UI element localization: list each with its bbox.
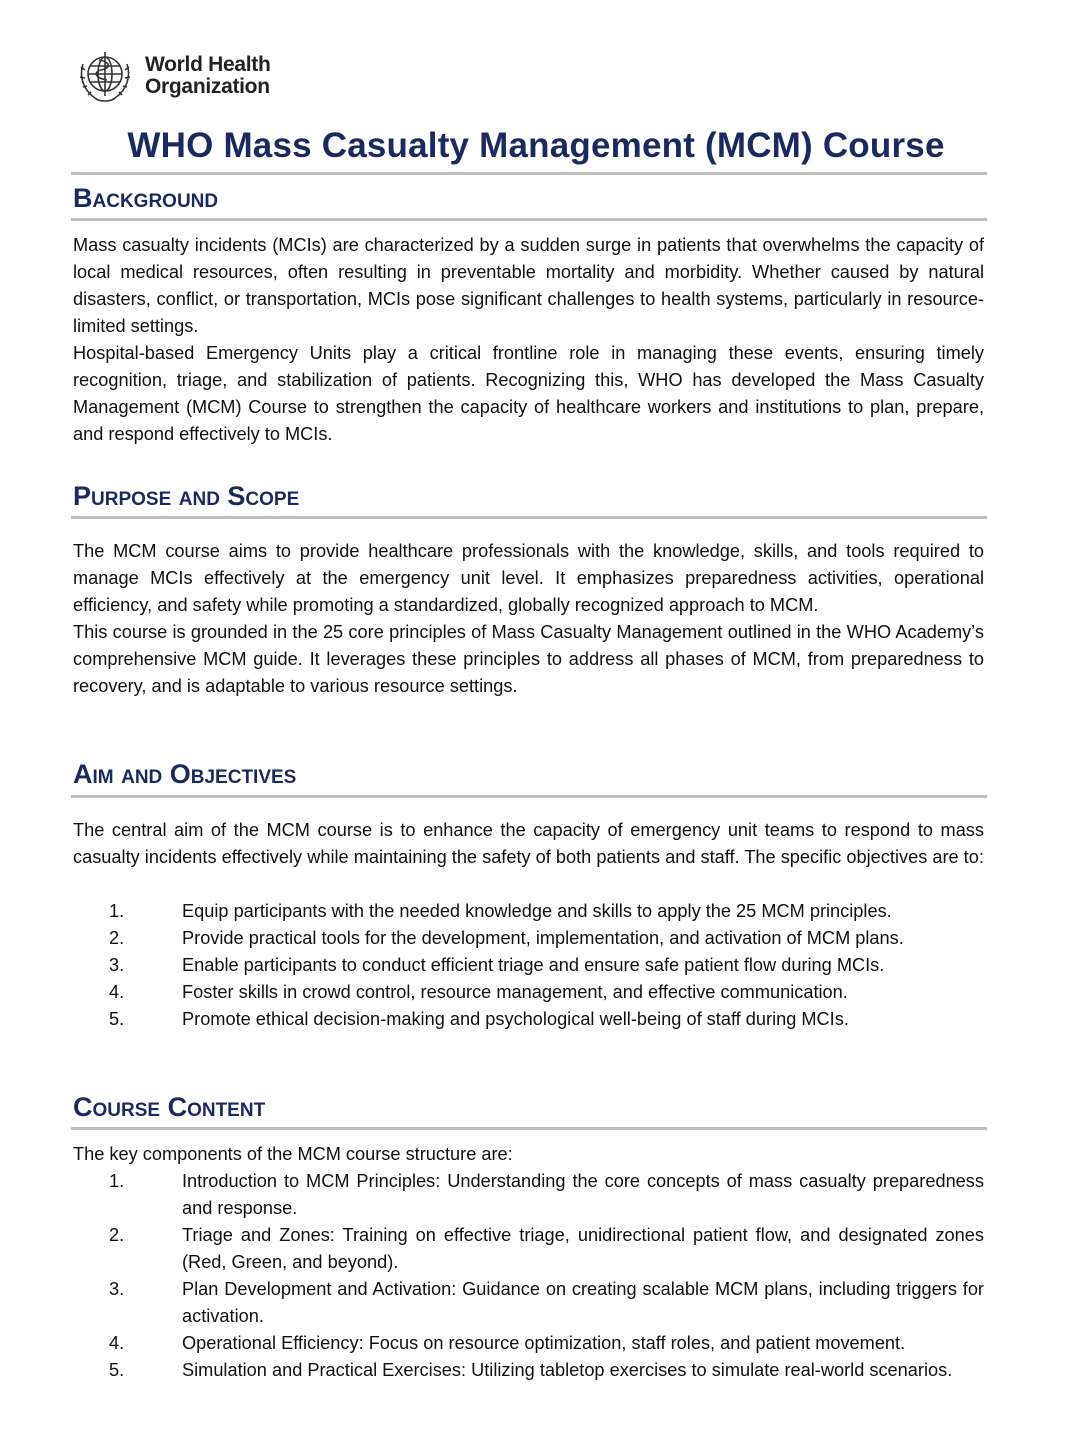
who-logo	[73, 44, 271, 108]
background-paragraph-2: Hospital-based Emergency Units play a critical frontline role in managing these events, ensuring timely recognition, triage, and stabilization of patients. Recognizing this, WHO has developed the Mass Casualty Management (MCM) Course to strengthen the capacity of healthcare workers and institutions to plan, prepare, and respond effectively to MCIs.	[73, 343, 984, 444]
content-list	[73, 1168, 984, 1384]
background-section	[73, 232, 984, 448]
list-item: 5. Promote ethical decision-making and psychological well-being of staff during MCIs.	[109, 1009, 849, 1029]
title-divider	[71, 172, 987, 175]
list-item: 3. Enable participants to conduct efficient triage and ensure safe patient flow during MCIs.	[109, 955, 885, 975]
list-item: 4. Operational Efficiency: Focus on resource optimization, staff roles, and patient movement.	[109, 1333, 906, 1353]
content-heading: Course Content	[73, 1092, 266, 1122]
list-item: 5. Simulation and Practical Exercises: Utilizing tabletop exercises to simulate real-world scenarios.	[109, 1360, 953, 1380]
purpose-section	[73, 538, 984, 700]
list-item: 2. Provide practical tools for the development, implementation, and activation of MCM plans.	[109, 928, 904, 948]
page-title: WHO Mass Casualty Management (MCM) Course	[127, 126, 945, 165]
purpose-divider	[71, 516, 987, 519]
aim-heading: Aim and Objectives	[73, 759, 297, 789]
content-divider	[71, 1127, 987, 1130]
list-item: 4. Foster skills in crowd control, resource management, and effective communication.	[109, 982, 848, 1002]
list-item: 2. Triage and Zones: Training on effective triage, unidirectional patient flow, and designated zones (Red, Green, and beyond).	[109, 1225, 984, 1272]
content-paragraph-1: The key components of the MCM course structure are:	[73, 1144, 513, 1164]
aim-paragraph-1: The central aim of the MCM course is to enhance the capacity of emergency unit teams to respond to mass casualty incidents effectively while maintaining the safety of both patients and staff. The specific objectives are to:	[73, 820, 984, 867]
aim-intro	[73, 817, 984, 871]
background-paragraph-1: Mass casualty incidents (MCIs) are characterized by a sudden surge in patients that overwhelms the capacity of local medical resources, often resulting in preventable mortality and morbidity. Whether caused by natural disasters, conflict, or transportation, MCIs pose significant challenges to health systems, particularly in resource-limited settings.	[73, 235, 984, 336]
objectives-list	[73, 898, 984, 1033]
list-item: 1. Introduction to MCM Principles: Understanding the core concepts of mass casualty preparedness and response.	[109, 1171, 984, 1218]
list-item: 3. Plan Development and Activation: Guidance on creating scalable MCM plans, including triggers for activation.	[109, 1279, 984, 1326]
purpose-paragraph-1: The MCM course aims to provide healthcare professionals with the knowledge, skills, and tools required to manage MCIs effectively at the emergency unit level. It emphasizes preparedness activities, operational efficiency, and safety while promoting a standardized, globally recognized approach to MCM.	[73, 541, 984, 615]
purpose-paragraph-2: This course is grounded in the 25 core principles of Mass Casualty Management outlined in the WHO Academy’s comprehensive MCM guide. It leverages these principles to address all phases of MCM, from preparedness to recovery, and is adaptable to various resource settings.	[73, 622, 984, 696]
purpose-heading: Purpose and Scope	[73, 481, 300, 511]
aim-divider	[71, 795, 987, 798]
background-heading: Background	[73, 183, 219, 213]
background-divider	[71, 218, 987, 221]
logo-line-1: World Health	[145, 53, 271, 76]
content-intro	[73, 1141, 984, 1168]
who-emblem-icon	[73, 44, 137, 108]
logo-wordmark	[145, 54, 271, 98]
logo-line-2: Organization	[145, 75, 270, 98]
list-item: 1. Equip participants with the needed knowledge and skills to apply the 25 MCM principles.	[109, 901, 892, 921]
